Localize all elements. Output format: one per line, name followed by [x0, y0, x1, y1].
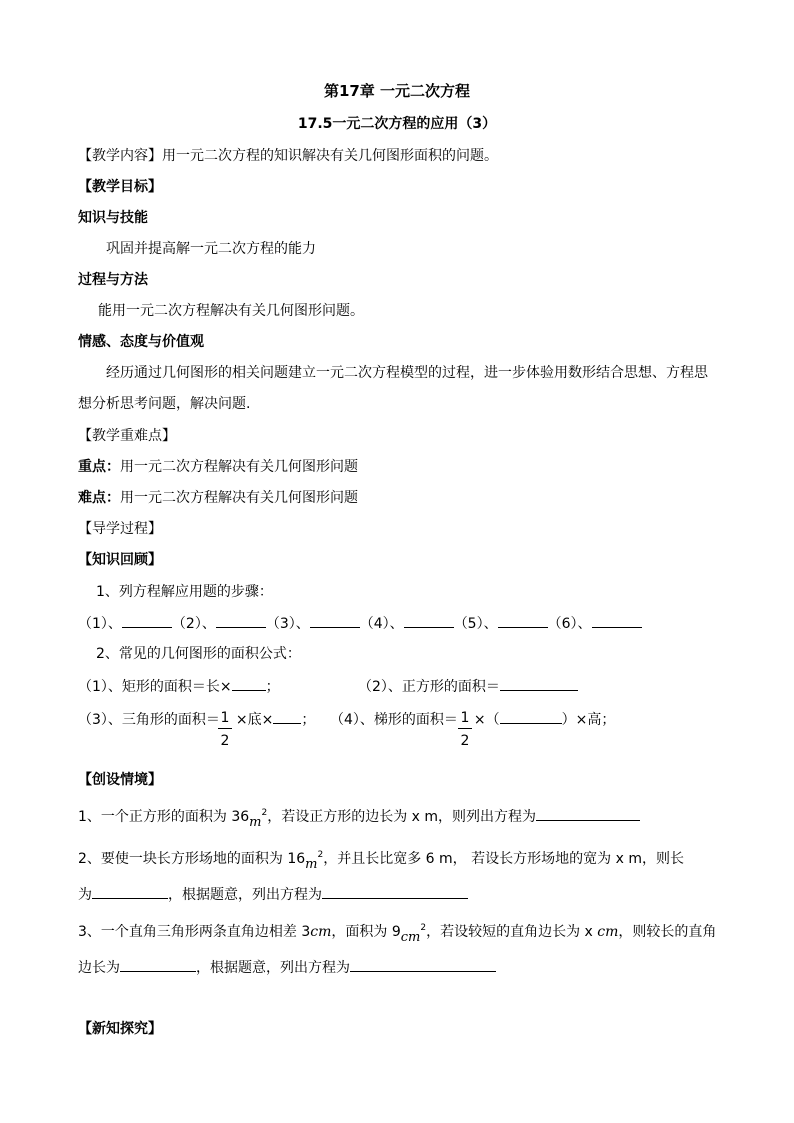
s1-superscript: 2 — [261, 808, 268, 818]
rectangle-formula — [78, 677, 280, 696]
rectangle-blank — [232, 677, 266, 691]
s3-text-b: ，面积为 9 — [331, 924, 401, 940]
goals-heading: 【教学目标】 — [78, 179, 162, 195]
difficulty-line — [78, 489, 358, 507]
step-5-label: （5）、 — [453, 616, 498, 632]
step-1-label: （1）、 — [78, 616, 122, 632]
steps-line — [78, 614, 642, 633]
s1-text-a: 1、一个正方形的面积为 36 — [78, 809, 250, 825]
trapezoid-half-fraction — [458, 710, 472, 749]
triangle-text: （3）、三角形的面积＝ — [78, 712, 220, 728]
step-5-blank — [498, 614, 548, 628]
step-2-label: （2）、 — [171, 616, 216, 632]
guide-heading: 【导学过程】 — [78, 521, 162, 537]
step-1-blank — [122, 614, 172, 628]
scenario-question-3 — [78, 919, 716, 947]
trapezoid-end: ）×高； — [561, 712, 616, 728]
s3-text-c: ，若设较短的直角边长为 x — [426, 924, 598, 940]
trapezoid-text: （4）、梯形的面积＝ — [330, 712, 458, 728]
scenario-question-3-cont — [78, 958, 496, 977]
s3-text-d: ，则较长的直角 — [618, 924, 717, 940]
scenario-question-2 — [78, 846, 684, 874]
step-2-blank — [216, 614, 266, 628]
knowledge-heading: 知识与技能 — [78, 210, 148, 226]
square-text: （2）、正方形的面积＝ — [358, 679, 500, 695]
emotion-heading: 情感、态度与价值观 — [78, 334, 204, 350]
step-6-blank — [592, 614, 642, 628]
s2-text-b: ，并且长比宽多 6 m， 若设长方形场地的宽为 x m，则长 — [323, 851, 684, 867]
review-heading: 【知识回顾】 — [78, 552, 162, 568]
review-question-2: 2、常见的几何图形的面积公式： — [96, 646, 301, 662]
trapezoid-blank — [500, 710, 562, 724]
triangle-fraction-denominator: 2 — [220, 733, 230, 749]
triangle-blank — [273, 710, 301, 724]
triangle-fraction-numerator: 1 — [218, 710, 232, 729]
step-4-label: （4）、 — [359, 616, 404, 632]
rectangle-text: （1）、矩形的面积＝长× — [78, 679, 232, 695]
difficulty-label: 难点： — [78, 490, 120, 506]
s3-unit-1: cm — [310, 924, 332, 940]
knowledge-text: 巩固并提高解一元二次方程的能力 — [106, 241, 316, 257]
square-formula — [358, 677, 578, 696]
triangle-mid: ×底× — [235, 712, 274, 728]
s3-text-f: ，根据题意，列出方程为 — [196, 960, 350, 976]
square-blank — [500, 677, 578, 691]
trapezoid-mid: ×（ — [473, 712, 500, 728]
s3-unit-3: cm — [597, 924, 619, 940]
s3-text-a: 3、一个直角三角形两条直角边相差 3 — [78, 924, 311, 940]
s2-text-c: 为 — [78, 887, 92, 903]
s2-length-blank — [92, 885, 168, 899]
scenario-heading: 【创设情境】 — [78, 772, 162, 788]
content-label: 【教学内容】 — [78, 148, 162, 164]
emotion-text-line1: 经历通过几何图形的相关问题建立一元二次方程模型的过程，进一步体验用数形结合思想、方程思 — [106, 365, 708, 381]
review-question-1: 1、列方程解应用题的步骤： — [96, 584, 273, 600]
s2-text-d: ，根据题意，列出方程为 — [168, 887, 322, 903]
s1-answer-blank — [536, 807, 640, 821]
step-4-blank — [404, 614, 454, 628]
process-text: 能用一元二次方程解决有关几何图形问题。 — [98, 303, 364, 319]
key-points-heading: 【教学重难点】 — [78, 428, 176, 444]
scenario-question-1 — [78, 804, 640, 832]
focus-line — [78, 458, 358, 476]
s2-equation-blank — [322, 885, 468, 899]
focus-text: 用一元二次方程解决有关几何图形问题 — [120, 459, 358, 475]
teaching-content — [78, 147, 498, 165]
s1-text-b: ，若设正方形的边长为 x m，则列出方程为 — [267, 809, 537, 825]
emotion-text-line2: 想分析思考问题，解决问题. — [78, 396, 251, 412]
focus-label: 重点： — [78, 459, 120, 475]
chapter-title: 第17章 一元二次方程 — [323, 82, 471, 100]
section-title: 17.5一元二次方程的应用（3） — [297, 116, 497, 132]
difficulty-text: 用一元二次方程解决有关几何图形问题 — [120, 490, 358, 506]
s2-text-a: 2、要使一块长方形场地的面积为 16 — [78, 851, 306, 867]
s3-length-blank — [120, 958, 196, 972]
s3-superscript: 2 — [420, 923, 427, 933]
s3-unit-2: cm — [400, 930, 421, 945]
triangle-formula — [78, 710, 315, 729]
trapezoid-fraction-numerator: 1 — [458, 710, 472, 729]
s2-superscript: 2 — [317, 850, 324, 860]
scenario-question-2-cont — [78, 885, 468, 904]
trapezoid-fraction-denominator: 2 — [460, 733, 470, 749]
step-3-label: （3）、 — [265, 616, 310, 632]
triangle-half-fraction — [218, 710, 232, 749]
step-3-blank — [310, 614, 360, 628]
s3-text-e: 边长为 — [78, 960, 120, 976]
s3-equation-blank — [350, 958, 496, 972]
process-heading: 过程与方法 — [78, 272, 148, 288]
step-6-label: （6）、 — [547, 616, 592, 632]
new-knowledge-heading: 【新知探究】 — [78, 1021, 162, 1037]
trapezoid-formula — [330, 710, 615, 729]
content-text: 用一元二次方程的知识解决有关几何图形面积的问题。 — [162, 148, 498, 164]
rectangle-end: ； — [265, 679, 280, 695]
triangle-end: ； — [301, 712, 316, 728]
s2-unit: m — [305, 857, 318, 872]
s1-unit: m — [249, 815, 262, 830]
